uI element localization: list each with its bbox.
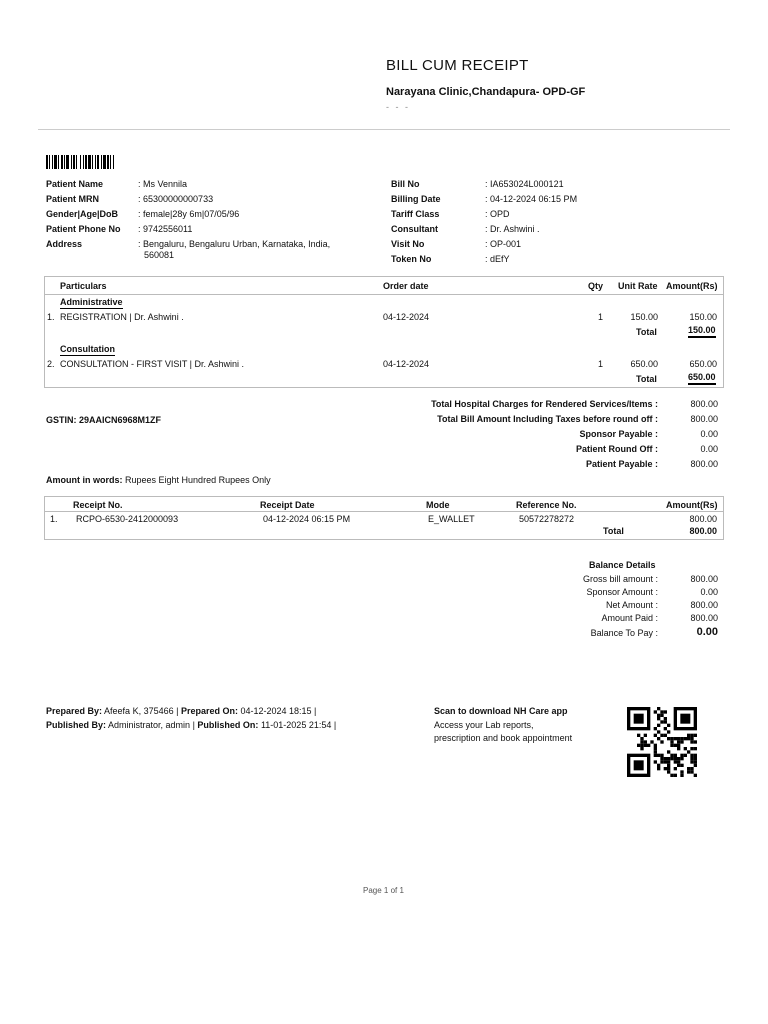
prepared-on: 04-12-2024 18:15 |: [240, 706, 317, 716]
balance-value: 0.00: [700, 587, 718, 597]
col-amount: Amount(Rs): [666, 281, 718, 291]
row-unit-rate: 650.00: [630, 359, 658, 369]
bill-no: : IA653024L000121: [485, 179, 564, 189]
prepared-by: Afeefa K, 375466 |: [104, 706, 179, 716]
summary-value: 800.00: [690, 399, 718, 409]
gstin: GSTIN: 29AAICN6968M1ZF: [46, 415, 162, 425]
address-line-1: : Bengaluru, Bengaluru Urban, Karnataka, India,: [138, 239, 331, 249]
row-receipt-no: RCPO-6530-2412000093: [76, 514, 179, 524]
summary-value: 800.00: [690, 459, 718, 469]
patient-mrn: : 65300000000733: [138, 194, 214, 204]
scan-line-2: prescription and book appointment: [434, 733, 573, 743]
prepared-line: [46, 706, 316, 716]
items-table-header: [45, 277, 723, 295]
receipt-total: 800.00: [689, 526, 717, 536]
balance-row: [520, 613, 718, 626]
summary-label: Total Hospital Charges for Rendered Services/Items :: [431, 399, 658, 409]
consultant: : Dr. Ashwini .: [485, 224, 540, 234]
summary-value: 0.00: [700, 429, 718, 439]
group-title: Consultation: [60, 344, 115, 354]
summary-row: [380, 459, 718, 474]
row-mode: E_WALLET: [428, 514, 475, 524]
tariff-class-label: Tariff Class: [391, 209, 440, 219]
items-table: [44, 276, 724, 388]
qr-code-icon[interactable]: [626, 707, 698, 777]
table-row: [45, 312, 723, 324]
balance-label: Net Amount :: [605, 600, 658, 610]
col-qty: Qty: [588, 281, 604, 291]
visit-no: : OP-001: [485, 239, 522, 249]
token-no-label: Token No: [391, 254, 432, 264]
group-total: 150.00: [688, 325, 716, 338]
summary-label: Patient Payable :: [585, 459, 658, 469]
summary-label: Total Bill Amount Including Taxes before round off :: [437, 414, 658, 424]
group-total-label: Total: [636, 374, 657, 384]
amount-in-words-label: Amount in words:: [46, 475, 123, 485]
receipt-table: [44, 496, 724, 540]
row-receipt-amount: 800.00: [689, 514, 717, 524]
row-number: 2.: [47, 359, 55, 369]
col-particulars: Particulars: [60, 281, 107, 291]
receipt-table-header: [45, 497, 723, 512]
col-order-date: Order date: [383, 281, 429, 291]
col-unit-rate: Unit Rate: [618, 281, 658, 291]
summary-value: 0.00: [700, 444, 718, 454]
col-receipt-date: Receipt Date: [260, 500, 315, 510]
row-amount: 650.00: [689, 359, 717, 369]
clinic-subline: - - -: [386, 102, 410, 112]
patient-info: [46, 178, 376, 268]
row-particular: CONSULTATION - FIRST VISIT | Dr. Ashwini .: [60, 359, 245, 369]
group-title: Administrative: [60, 297, 123, 307]
document-title: BILL CUM RECEIPT: [386, 57, 529, 74]
patient-phone: : 9742556011: [138, 224, 193, 234]
col-receipt-no: Receipt No.: [73, 500, 123, 510]
patient-mrn-label: Patient MRN: [46, 194, 100, 204]
group-total: 650.00: [688, 372, 716, 385]
billing-date-label: Billing Date: [391, 194, 441, 204]
published-line: [46, 720, 336, 730]
scan-title: Scan to download NH Care app: [434, 706, 568, 716]
tariff-class: : OPD: [485, 209, 510, 219]
receipt-total-label: Total: [603, 526, 624, 536]
bill-no-label: Bill No: [391, 179, 420, 189]
row-reference-no: 50572278272: [519, 514, 575, 524]
amount-in-words-value: Rupees Eight Hundred Rupees Only: [125, 475, 271, 485]
col-receipt-amount: Amount(Rs): [666, 500, 718, 510]
published-on: 11-01-2025 21:54 |: [260, 720, 337, 730]
col-reference-no: Reference No.: [516, 500, 577, 510]
balance-row: [520, 574, 718, 587]
prepared-on-label: Prepared On:: [180, 706, 238, 716]
summary-row: [380, 429, 718, 444]
balance-value: 800.00: [690, 600, 718, 610]
row-amount: 150.00: [689, 312, 717, 322]
row-order-date: 04-12-2024: [383, 359, 430, 369]
barcode-icon: [46, 155, 164, 169]
balance-to-pay-value: 0.00: [696, 626, 718, 638]
balance-row: [520, 600, 718, 613]
summary-block: [380, 399, 718, 474]
published-on-label: Published On:: [197, 720, 259, 730]
published-by-label: Published By:: [46, 720, 107, 730]
balance-value: 800.00: [690, 574, 718, 584]
patient-name-label: Patient Name: [46, 179, 104, 189]
row-number: 1.: [50, 514, 58, 524]
summary-value: 800.00: [690, 414, 718, 424]
table-row: [45, 359, 723, 371]
summary-label: Sponsor Payable :: [579, 429, 658, 439]
prepared-by-label: Prepared By:: [46, 706, 103, 716]
amount-in-words: [46, 475, 271, 485]
bill-info: [391, 178, 721, 268]
row-unit-rate: 150.00: [630, 312, 658, 322]
row-order-date: 04-12-2024: [383, 312, 430, 322]
balance-row: [520, 626, 718, 641]
summary-row: [380, 399, 718, 414]
visit-no-label: Visit No: [391, 239, 425, 249]
page-number: Page 1 of 1: [363, 886, 404, 895]
clinic-name: Narayana Clinic,Chandapura- OPD-GF: [386, 86, 586, 98]
balance-title: Balance Details: [589, 560, 656, 570]
col-mode: Mode: [426, 500, 450, 510]
row-qty: 1: [598, 312, 604, 322]
row-receipt-date: 04-12-2024 06:15 PM: [263, 514, 351, 524]
scan-line-1: Access your Lab reports,: [434, 720, 534, 730]
published-by: Administrator, admin |: [108, 720, 195, 730]
table-row: [45, 514, 723, 526]
patient-name: : Ms Vennila: [138, 179, 188, 189]
balance-value: 800.00: [690, 613, 718, 623]
balance-label: Balance To Pay :: [590, 628, 658, 638]
patient-phone-label: Patient Phone No: [46, 224, 121, 234]
summary-row: [380, 414, 718, 429]
consultant-label: Consultant: [391, 224, 438, 234]
balance-label: Amount Paid :: [601, 613, 658, 623]
billing-date: : 04-12-2024 06:15 PM: [485, 194, 578, 204]
gender-age-dob: : female|28y 6m|07/05/96: [138, 209, 240, 219]
row-number: 1.: [47, 312, 55, 322]
address-line-2: 560081: [144, 250, 175, 260]
balance-block: [520, 574, 718, 641]
summary-label: Patient Round Off :: [576, 444, 658, 454]
token-no: : dEfY: [485, 254, 510, 264]
balance-row: [520, 587, 718, 600]
summary-row: [380, 444, 718, 459]
row-qty: 1: [598, 359, 604, 369]
balance-label: Gross bill amount :: [582, 574, 658, 584]
address-label: Address: [46, 239, 83, 249]
header-divider: [38, 129, 730, 130]
gender-age-dob-label: Gender|Age|DoB: [46, 209, 119, 219]
balance-label: Sponsor Amount :: [586, 587, 658, 597]
row-particular: REGISTRATION | Dr. Ashwini .: [60, 312, 184, 322]
group-total-label: Total: [636, 327, 657, 337]
